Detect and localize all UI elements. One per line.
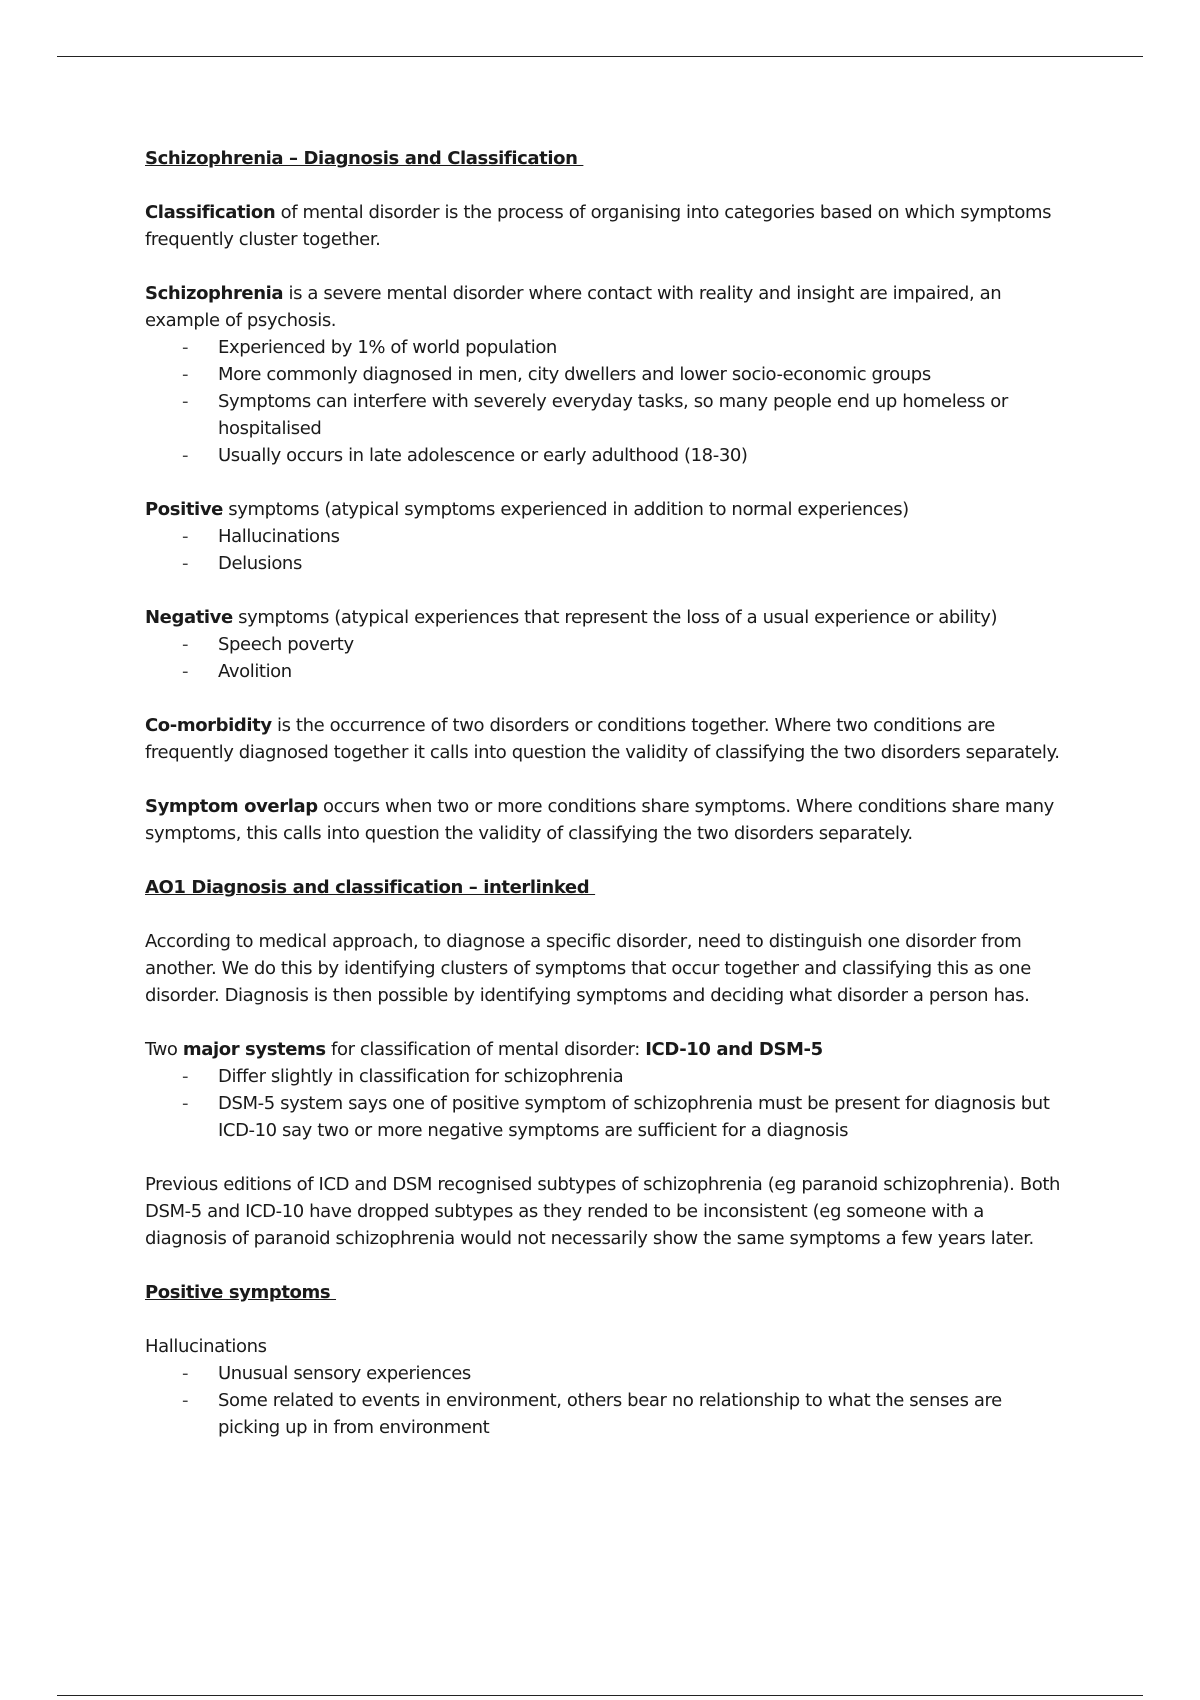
positive-term: Positive — [145, 499, 223, 520]
positive-paragraph — [145, 496, 1065, 523]
schizophrenia-list — [145, 334, 1065, 469]
negative-term: Negative — [145, 607, 233, 628]
positive-list — [145, 523, 1065, 577]
section-heading-positive-symptoms: Positive symptoms — [145, 1282, 337, 1303]
list-item: - Hallucinations — [145, 523, 1065, 550]
list-item: - Delusions — [145, 550, 1065, 577]
classification-term: Classification — [145, 202, 276, 223]
schizophrenia-term: Schizophrenia — [145, 283, 284, 304]
overlap-term: Symptom overlap — [145, 796, 318, 817]
systems-paragraph — [145, 1036, 1065, 1063]
list-item: - DSM-5 system says one of positive symptom of schizophrenia must be present for diagnosis but ICD-10 say two or more negative symptoms are sufficient for a diagnosis — [145, 1090, 1065, 1144]
list-item: - Unusual sensory experiences — [145, 1360, 1065, 1387]
negative-paragraph — [145, 604, 1065, 631]
medical-approach-paragraph: According to medical approach, to diagnose a specific disorder, need to distinguish one disorder from another. We do this by identifying clusters of symptoms that occur together and classifying this as one disorder. Diagnosis is then possible by identifying symptoms and deciding what disorder a person has. — [145, 931, 1031, 1006]
overlap-paragraph — [145, 793, 1065, 847]
negative-text: symptoms (atypical experiences that represent the loss of a usual experience or ability) — [232, 607, 998, 628]
systems-middle: for classification of mental disorder: — [325, 1039, 646, 1060]
negative-list — [145, 631, 1065, 685]
classification-text: of mental disorder is the process of organising into categories based on which symptoms frequently cluster together. — [145, 202, 1052, 250]
list-item: - Some related to events in environment, others bear no relationship to what the senses are picking up in from environment — [145, 1387, 1065, 1441]
section-heading-ao1: AO1 Diagnosis and classification – interlinked — [145, 877, 596, 898]
list-item: - Experienced by 1% of world population — [145, 334, 1065, 361]
systems-prefix: Two — [145, 1039, 183, 1060]
list-item: - Differ slightly in classification for schizophrenia — [145, 1063, 1065, 1090]
document-body — [145, 145, 1065, 1468]
positive-text: symptoms (atypical symptoms experienced in addition to normal experiences) — [222, 499, 909, 520]
schizophrenia-text: is a severe mental disorder where contact with reality and insight are impaired, an example of psychosis. — [145, 283, 1002, 331]
overlap-text: occurs when two or more conditions share symptoms. Where conditions share many symptoms, this calls into question the validity of classifying the two disorders separately. — [145, 796, 1054, 844]
hallucinations-list — [145, 1360, 1065, 1441]
comorbidity-term: Co-morbidity — [145, 715, 272, 736]
list-item: - Usually occurs in late adolescence or early adulthood (18-30) — [145, 442, 1065, 469]
list-item: - More commonly diagnosed in men, city dwellers and lower socio-economic groups — [145, 361, 1065, 388]
bottom-rule — [57, 1695, 1143, 1696]
list-item: - Symptoms can interfere with severely everyday tasks, so many people end up homeless or hospitalised — [145, 388, 1065, 442]
top-rule — [57, 56, 1143, 57]
systems-term: major systems — [182, 1039, 326, 1060]
list-item: - Avolition — [145, 658, 1065, 685]
systems-list — [145, 1063, 1065, 1144]
hallucinations-label: Hallucinations — [145, 1336, 267, 1357]
comorbidity-paragraph — [145, 712, 1065, 766]
schizophrenia-paragraph — [145, 280, 1065, 334]
comorbidity-text: is the occurrence of two disorders or conditions together. Where two conditions are frequently diagnosed together it calls into question the validity of classifying the two disorders separately. — [145, 715, 1060, 763]
section-heading-diagnosis: Schizophrenia – Diagnosis and Classification — [145, 148, 584, 169]
list-item: - Speech poverty — [145, 631, 1065, 658]
systems-term2: ICD-10 and DSM-5 — [645, 1039, 823, 1060]
classification-paragraph — [145, 199, 1065, 253]
editions-paragraph: Previous editions of ICD and DSM recognised subtypes of schizophrenia (eg paranoid schizophrenia). Both DSM-5 and ICD-10 have dropped subtypes as they rended to be inconsistent (eg someone with a diagnosis of paranoid schizophrenia would not necessarily show the same symptoms a few years later. — [145, 1174, 1061, 1249]
